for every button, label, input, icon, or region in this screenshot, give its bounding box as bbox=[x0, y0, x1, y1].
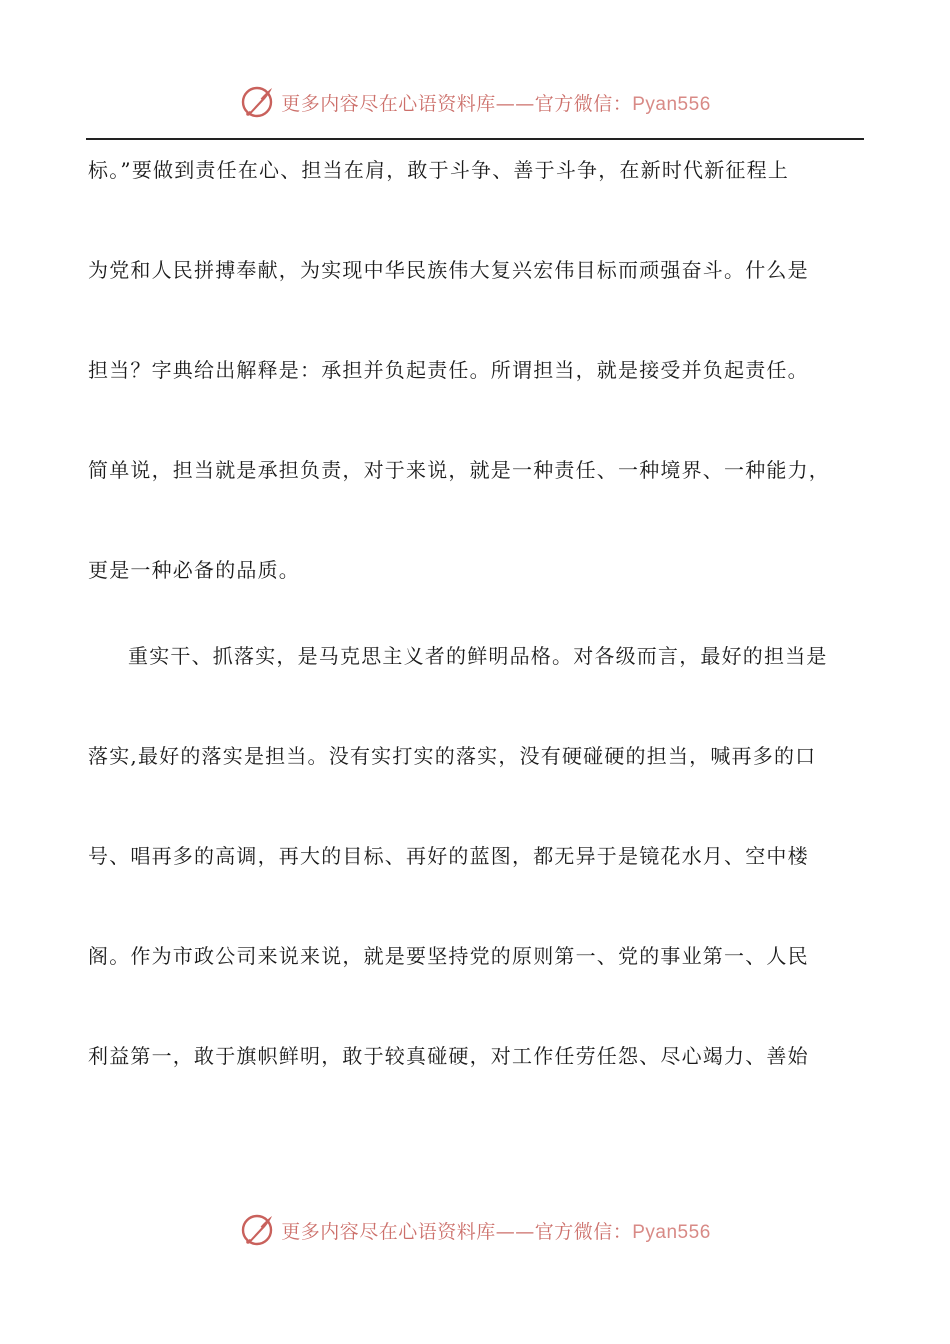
text-line: 为党和人民拼搏奉献，为实现中华民族伟大复兴宏伟目标而顽强奋斗。什么是 bbox=[88, 258, 809, 282]
text-line: 更是一种必备的品质。 bbox=[88, 558, 300, 582]
text-line: 号、唱再多的高调，再大的目标、再好的蓝图，都无异于是镜花水月、空中楼 bbox=[88, 844, 809, 868]
header-wechat-id: Pyan556 bbox=[632, 93, 711, 115]
footer-wechat-id: Pyan556 bbox=[632, 1221, 711, 1243]
footer-site-text bbox=[281, 1217, 711, 1244]
text-line: 标。”要做到责任在心、担当在肩，敢于斗争、善于斗争，在新时代新征程上 bbox=[88, 158, 790, 182]
text-line: 担当？字典给出解释是：承担并负起责任。所谓担当，就是接受并负起责任。 bbox=[88, 358, 809, 382]
quill-pen-logo-icon bbox=[239, 1212, 275, 1248]
paragraph-1 bbox=[88, 140, 878, 626]
text-line: 简单说，担当就是承担负责，对于来说，就是一种责任、一种境界、一种能力， bbox=[88, 458, 830, 482]
text-line: 阁。作为市政公司来说来说，就是要坚持党的原则第一、党的事业第一、人民 bbox=[88, 944, 809, 968]
footer-site-label: 更多内容尽在心语资料库——官方微信： bbox=[281, 1220, 633, 1243]
text-line: 重实干、抓落实，是马克思主义者的鲜明品格。对各级而言，最好的担当是 bbox=[128, 644, 828, 668]
paragraph-2 bbox=[88, 626, 878, 1126]
document-body bbox=[88, 140, 878, 1126]
text-line: 落实,最好的落实是担当。没有实打实的落实，没有硬碰硬的担当，喊再多的口 bbox=[88, 744, 817, 768]
header-site-label: 更多内容尽在心语资料库——官方微信： bbox=[281, 92, 633, 115]
text-line: 利益第一，敢于旗帜鲜明，敢于较真碰硬，对工作任劳任怨、尽心竭力、善始 bbox=[88, 1044, 809, 1068]
quill-pen-logo-icon bbox=[239, 84, 275, 120]
header-banner bbox=[0, 80, 950, 124]
header-site-text bbox=[281, 89, 711, 116]
footer-banner bbox=[0, 1208, 950, 1252]
